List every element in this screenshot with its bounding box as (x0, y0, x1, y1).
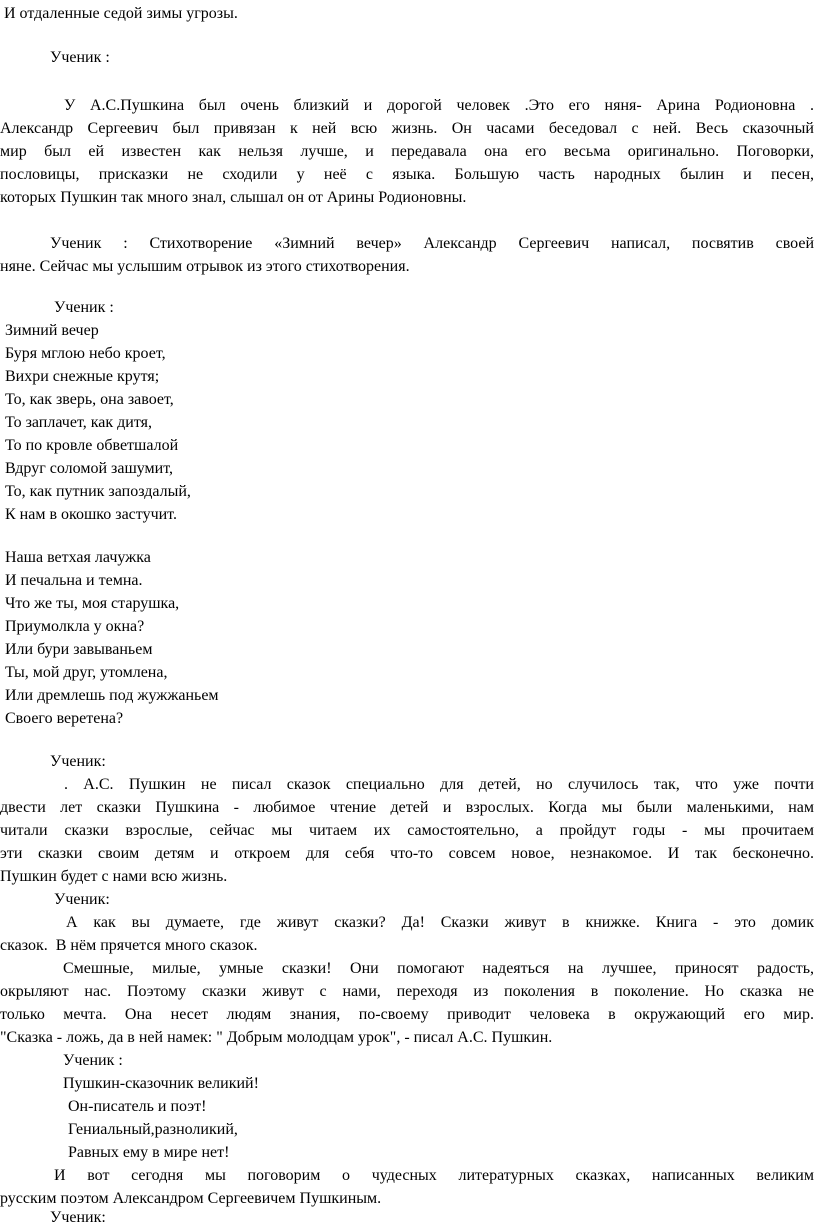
poem-line: К нам в окошко застучит. (5, 506, 177, 523)
poem-line: То по кровле обветшалой (5, 437, 179, 454)
poem-line: Вихри снежные крутя; (5, 368, 160, 385)
speaker-label: Ученик : (54, 299, 114, 316)
intro-line: И отдаленные седой зимы угрозы. (0, 5, 238, 22)
paragraph-line: читали сказки взрослые, сейчас мы читаем их самостоятельно, а пройдут годы - мы прочитаем (0, 822, 814, 839)
poem-title: Зимний вечер (5, 322, 99, 339)
poem-line: Своего веретена? (5, 710, 124, 727)
paragraph-line: И вот сегодня мы поговорим о чудесных литературных сказках, написанных великим (54, 1167, 814, 1184)
paragraph-line: няне. Сейчас мы услышим отрывок из этого стихотворения. (0, 258, 410, 275)
verse-line: Он-писатель и поэт! (68, 1098, 207, 1115)
paragraph-line: Ученик : Стихотворение «Зимний вечер» Александр Сергеевич написал, посвятив своей (50, 235, 814, 252)
paragraph-line: Пушкин будет с нами всю жизнь. (0, 868, 228, 885)
poem-line: То заплачет, как дитя, (5, 414, 152, 431)
poem-line: То, как путник запоздалый, (5, 483, 191, 500)
paragraph-line: А как вы думаете, где живут сказки? Да! Сказки живут в книжке. Книга - это домик (66, 914, 814, 931)
paragraph-line: пословицы, присказки не сходили у неё с языка. Большую часть народных былин и песен, (0, 166, 814, 183)
poem-line: Ты, мой друг, утомлена, (5, 664, 168, 681)
speaker-label: Ученик: (50, 753, 106, 770)
paragraph-line: только мечта. Она несет людям знания, по-своему приводит человека в окружающий его мир. (0, 1006, 814, 1023)
poem-line: Или бури завываньем (5, 641, 153, 658)
paragraph-line: Александр Сергеевич был привязан к ней всю жизнь. Он часами беседовал с ней. Весь сказочный (0, 120, 814, 137)
poem-line: И печальна и темна. (5, 572, 143, 589)
speaker-label: Ученик: (50, 1209, 106, 1226)
speaker-label: Ученик: (54, 891, 110, 908)
paragraph-line: эти сказки своим детям и откроем для себя что-то совсем новое, незнакомое. И так бесконечно. (0, 845, 814, 862)
poem-line: То, как зверь, она завоет, (5, 391, 174, 408)
speaker-label: Ученик : (63, 1052, 123, 1069)
poem-line: Вдруг соломой зашумит, (5, 460, 174, 477)
poem-line: Приумолкла у окна? (5, 618, 145, 635)
poem-line: Что же ты, моя старушка, (5, 595, 180, 612)
paragraph-line: сказок. В нём прячется много сказок. (0, 937, 258, 954)
paragraph-line: . А.С. Пушкин не писал сказок специально для детей, но случилось так, что уже почти (64, 776, 814, 793)
poem-line: Или дремлешь под жужжаньем (5, 687, 219, 704)
verse-line: Равных ему в мире нет! (68, 1144, 230, 1161)
paragraph-line: русским поэтом Александром Сергеевичем Пушкиным. (0, 1190, 382, 1207)
verse-line: Пушкин-сказочник великий! (63, 1075, 259, 1092)
verse-line: Гениальный,разноликий, (68, 1121, 238, 1138)
speaker-label: Ученик : (50, 49, 110, 66)
poem-line: Наша ветхая лачужка (5, 549, 151, 566)
paragraph-line: У А.С.Пушкина был очень близкий и дорогой человек .Это его няня- Арина Родионовна . (64, 97, 814, 114)
paragraph-line: мир был ей известен как нельзя лучше, и передавала она его весьма оригинально. Поговорки, (0, 143, 814, 160)
paragraph-line: окрыляют нас. Поэтому сказки живут с нами, переходя из поколения в поколение. Но сказка не (0, 983, 814, 1000)
paragraph-line: которых Пушкин так много знал, слышал он от Арины Родионовны. (0, 189, 467, 206)
paragraph-line: "Сказка - ложь, да в ней намек: " Добрым молодцам урок", - писал А.С. Пушкин. (0, 1029, 553, 1046)
paragraph-line: двести лет сказки Пушкина - любимое чтение детей и взрослых. Когда мы были маленькими, нам (0, 799, 814, 816)
paragraph-line: Смешные, милые, умные сказки! Они помогают надеяться на лучшее, приносят радость, (63, 960, 814, 977)
poem-line: Буря мглою небо кроет, (5, 345, 166, 362)
